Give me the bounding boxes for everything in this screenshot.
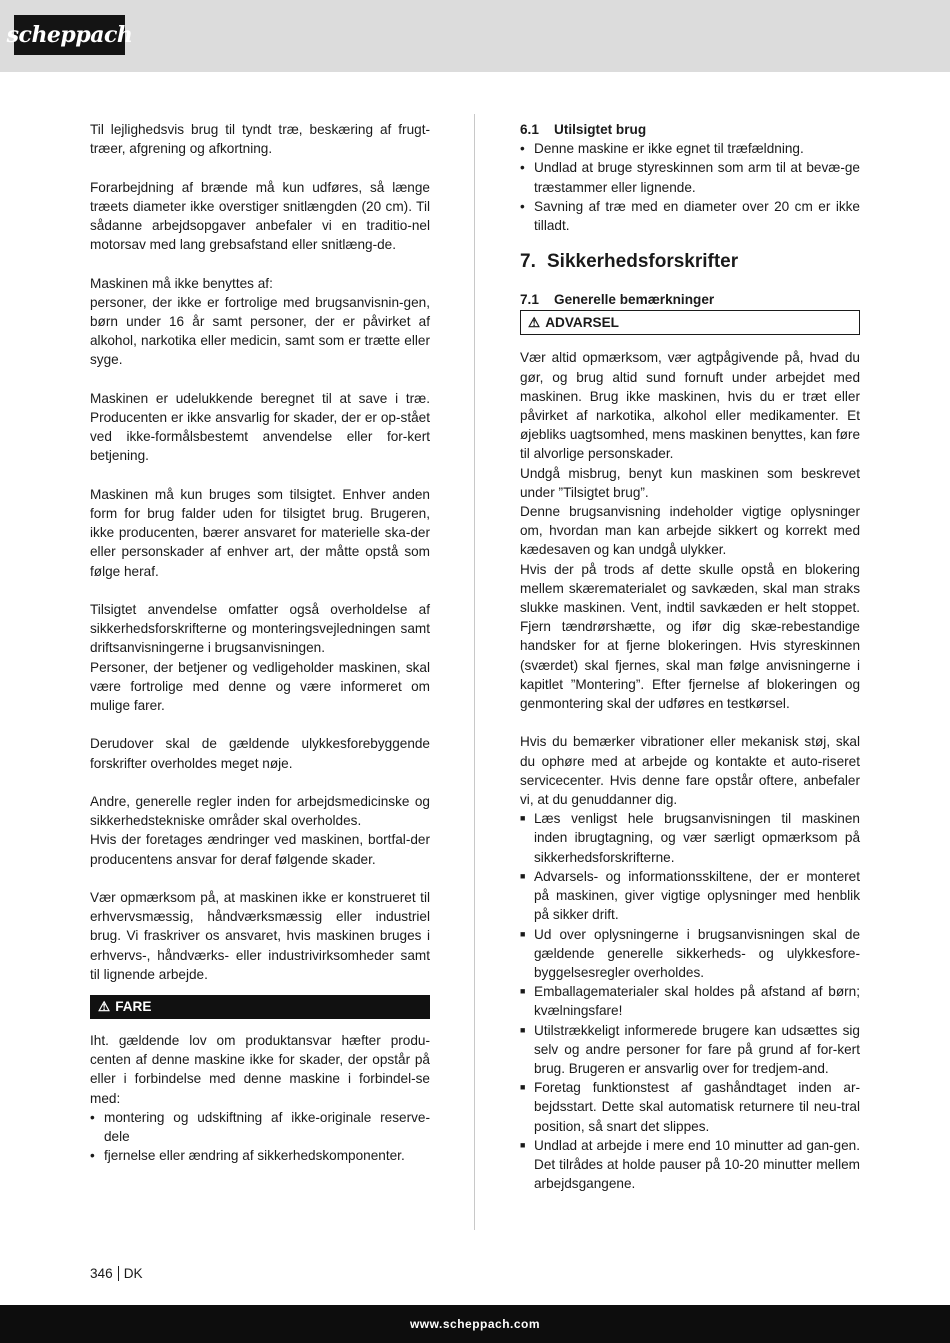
separator (118, 1266, 119, 1281)
list-item: ■ Emballagematerialer skal holdes på afstand af børn; kvælningsfare! (520, 982, 860, 1020)
paragraph: Hvis der foretages ændringer ved maskinen, bortfal-der producentens ansvar for deraf følgende skader. (90, 832, 430, 867)
bullet-list (90, 1108, 430, 1166)
paragraph: Vær altid opmærksom, vær agtpågivende på, hvad du gør, og brug altid sund fornuft under arbejdet med maskinen. Brug ikke maskinen, hvis du er træt eller påvirket af narkotika, alkohol eller medikamenter. Et øjebliks uagtsomhed, mens maskinen benyttes, kan føre til alvorlige personskader. (520, 350, 861, 462)
list-item: ■ Foretag funktionstest af gashåndtaget inden ar-bejdsstart. Dette skal automatisk returnere til neu-tral position, så snart det slippes. (520, 1078, 860, 1136)
paragraph: Hvis der på trods af dette skulle opstå en blokering mellem skærematerialet og savkæden, skal man straks slukke maskinen. Vent, indtil savkæden er helt stoppet. Fjern tændrørshætte, og ifør dig skæ-rebestandige handsker for at fjerne blokeringen. Hvis styreskinnen (sværdet) skal fjernes, skal man følge anvisningerne i kapitlet ”Montering”. Efter fjernelse af blokeringen og genmontering skal der udføres en testkørsel. (520, 561, 860, 712)
paragraph: Hvis du bemærker vibrationer eller mekanisk støj, skal du ophøre med at arbejde og kontakte et auto-riseret servicecenter. Hvis denne fare opstår oftere, anbefaler vi, at du genuddanner dig. (520, 734, 860, 808)
paragraph: Maskinen må kun bruges som tilsigtet. Enhver anden form for brug falder uden for tilsigtet brug. Brugeren, ikke producenten, bærer ansvaret for materielle ska-der eller personskader af enhver art, der måtte opstå som følge heraf. (90, 486, 430, 579)
paragraph: Maskinen må ikke benyttes af: (90, 275, 273, 291)
danger-banner (90, 995, 430, 1019)
paragraph: Tilsigtet anvendelse omfatter også overholdelse af sikkerhedsforskrifterne og monteringsvejledningen samt driftsanvisningerne i brugsanvisningen. (90, 602, 430, 656)
bullet-list (520, 139, 860, 235)
list-item: • Denne maskine er ikke egnet til træfældning. (520, 139, 860, 158)
list-item: ■ Advarsels- og informationsskiltene, der er monteret på maskinen, giver vigtige oplysninger med henblik på sikker drift. (520, 867, 860, 925)
section-title: Generelle bemærkninger (554, 292, 715, 308)
section-number: 7. (520, 251, 536, 273)
page-number-value: 346 (90, 1266, 113, 1281)
paragraph: Vær opmærksom på, at maskinen ikke er konstrueret til erhvervsmæssig, håndværksmæssig eller industriel brug. Vi fraskriver os ansvaret, hvis maskinen bruges i erhvervs-, håndværks- eller industrivirksomheder samt til lignende arbejde. (90, 890, 430, 982)
list-item: • Savning af træ med en diameter over 20 cm er ikke tilladt. (520, 197, 860, 235)
section-6-1-heading (520, 120, 860, 139)
language-code: DK (123, 1266, 143, 1281)
section-title: Utilsigtet brug (554, 122, 647, 137)
paragraph: Denne brugsanvisning indeholder vigtige oplysninger om, hvordan man kan arbejde sikkert og korrekt med kædesaven og kan undgå ulykker. (520, 504, 860, 558)
paragraph: Andre, generelle regler inden for arbejdsmedicinske og sikkerhedstekniske områder skal overholdes. (90, 794, 430, 829)
paragraph: Til lejlighedsvis brug til tyndt træ, beskæring af frugt-træer, afgrening og afkortning. (90, 122, 430, 157)
list-item: • montering og udskiftning af ikke-originale reserve-dele (90, 1108, 430, 1146)
paragraph: Derudover skal de gældende ulykkesforebyggende forskrifter overholdes meget nøje. (90, 736, 430, 771)
page-number (90, 1264, 143, 1283)
page-footer (0, 1305, 950, 1343)
paragraph: personer, der ikke er fortrolige med brugsanvisnin-gen, børn under 16 år samt personer, der er påvirket af alkohol, narkotika eller medicin, samt som er trætte eller syge. (90, 294, 430, 368)
warning-banner (520, 310, 860, 335)
list-item: ■ Læs venligst hele brugsanvisningen til maskinen inden ibrugtagning, og vær særligt opmærksom på sikkerhedsforskrifterne. (520, 809, 860, 867)
paragraph: Forarbejdning af brænde må kun udføres, så længe træets diameter ikke overstiger snitlængden (20 cm). Til sådanne arbejdsopgaver anbefaler vi en traditio-nel motorsav med lang grebsafstand eller snitlæng-de. (90, 179, 430, 253)
section-7-heading (520, 250, 860, 274)
section-number: 6.1 (520, 122, 539, 137)
section-7-1-heading (520, 290, 860, 309)
list-item: ■ Undlad at arbejde i mere end 10 minutter ad gan-gen. Det tilrådes at holde pauser på 10-20 minutter mellem arbejdsgangene. (520, 1136, 860, 1194)
left-column (90, 120, 430, 1165)
website-url: www.scheppach.com (409, 1317, 541, 1331)
column-divider (474, 114, 475, 1230)
list-item: ■ Ud over oplysningerne i brugsanvisningen skal de gældende generelle sikkerheds- og ulykkesfore-byggelsesregler overholdes. (520, 925, 860, 983)
warning-triangle-icon: ⚠ (98, 999, 111, 1015)
paragraph: Personer, der betjener og vedligeholder maskinen, skal være fortrolige med denne og være informeret om mulige farer. (90, 659, 430, 714)
paragraph: Maskinen er udelukkende beregnet til at save i træ. Producenten er ikke ansvarlig for skader, der er op-stået ved ikke-formålsbestemt anvendelse eller for-kert betjening. (90, 390, 430, 464)
section-number: 7.1 (520, 292, 539, 308)
list-item: • Undlad at bruge styreskinnen som arm til at bevæ-ge træstammer eller lignende. (520, 158, 860, 196)
paragraph: Iht. gældende lov om produktansvar hæfter produ-centen af denne maskine ikke for skader, der opstår på eller i forbindelse med denne maskine i forbindel-se med: (90, 1033, 430, 1106)
right-column (520, 120, 860, 1193)
section-title: Sikkerhedsforskrifter (547, 251, 739, 273)
scheppach-logo: scheppach (14, 15, 125, 55)
list-item: ■ Utilstrækkeligt informerede brugere kan udsættes sig selv og andre personer for fare på grund af for-kert brug. Brugeren er ansvarlig over for tredjem-and. (520, 1021, 860, 1079)
list-item: • fjernelse eller ændring af sikkerhedskomponenter. (90, 1146, 430, 1165)
warning-label: ADVARSEL (545, 315, 619, 331)
square-bullet-list (520, 809, 860, 1193)
paragraph: Undgå misbrug, benyt kun maskinen som beskrevet under ”Tilsigtet brug”. (520, 465, 860, 500)
danger-label: FARE (115, 999, 152, 1015)
warning-triangle-icon: ⚠ (528, 315, 541, 331)
page-header (0, 0, 950, 72)
